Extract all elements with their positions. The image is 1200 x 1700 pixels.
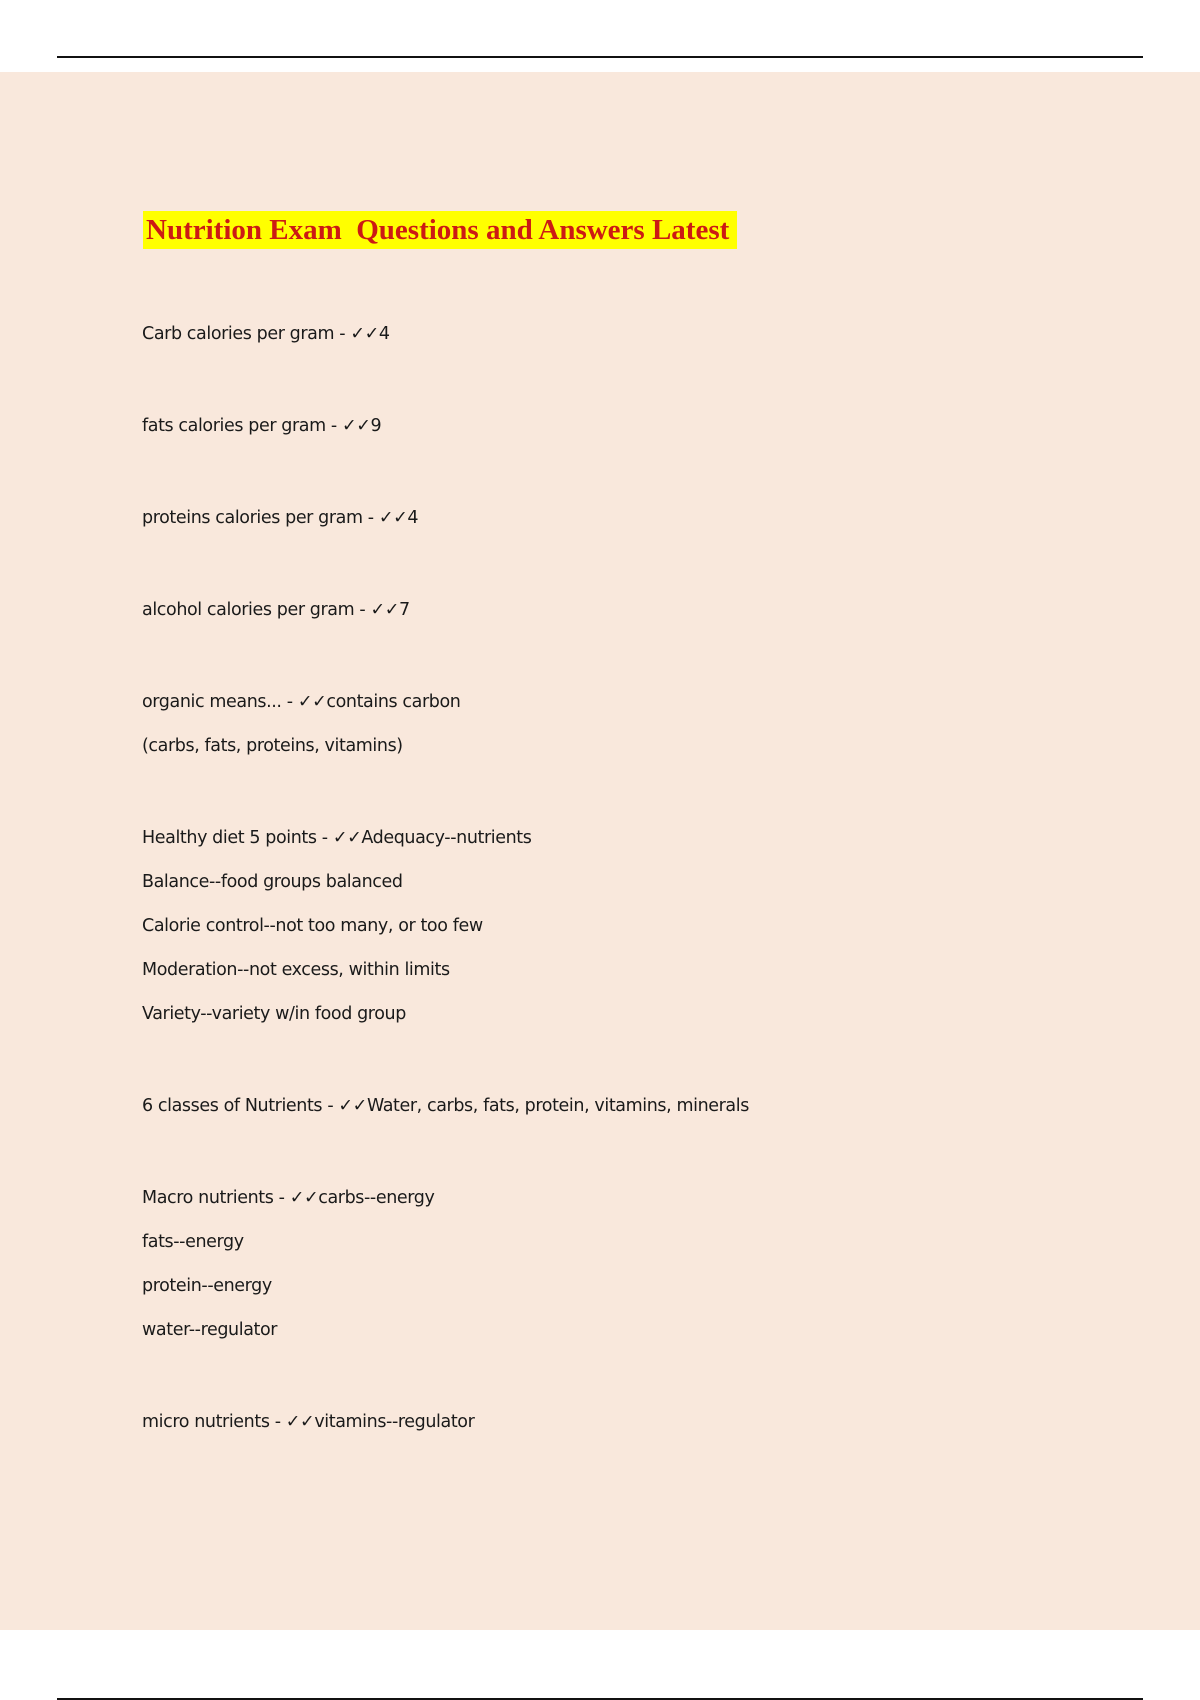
document-title: Nutrition Exam Questions and Answers Latest [143, 211, 737, 249]
qa-item [142, 1400, 1042, 1444]
qa-list [142, 312, 1042, 1492]
answer-text: contains carbon [326, 692, 461, 712]
answer-text: Adequacy--nutrients [361, 828, 532, 848]
qa-item [142, 404, 1042, 448]
double-check-icon: ✓✓ [338, 1096, 367, 1116]
qa-question-line [142, 496, 1042, 540]
question-text: Carb calories per gram - [142, 324, 351, 344]
answer-text: 9 [370, 416, 382, 436]
double-check-icon: ✓✓ [342, 416, 371, 436]
qa-item [142, 496, 1042, 540]
question-text: Macro nutrients - [142, 1188, 290, 1208]
qa-question-line [142, 404, 1042, 448]
double-check-icon: ✓✓ [378, 508, 408, 528]
qa-item [142, 1176, 1042, 1352]
double-check-icon: ✓✓ [370, 600, 400, 620]
qa-question-line [142, 1176, 1042, 1220]
double-check-icon: ✓✓ [289, 1188, 319, 1208]
qa-item [142, 588, 1042, 632]
answer-text: carbs--energy [318, 1188, 435, 1208]
question-text: organic means... - [142, 692, 298, 712]
answer-text: 4 [407, 508, 419, 528]
question-text: micro nutrients - [142, 1412, 286, 1432]
qa-item [142, 816, 1042, 1036]
answer-continuation-line: Moderation--not excess, within limits [142, 960, 450, 980]
answer-continuation-line: fats--energy [142, 1232, 244, 1252]
answer-continuation-line: Calorie control--not too many, or too few [142, 916, 483, 936]
double-check-icon: ✓✓ [350, 324, 379, 344]
question-text: alcohol calories per gram - [142, 600, 371, 620]
question-text: proteins calories per gram - [142, 508, 379, 528]
header-rule [57, 56, 1143, 58]
question-text: fats calories per gram - [142, 416, 342, 436]
answer-continuation-line: water--regulator [142, 1320, 278, 1340]
qa-question-line [142, 816, 1042, 860]
double-check-icon: ✓✓ [332, 828, 362, 848]
qa-question-line [142, 588, 1042, 632]
answer-text: vitamins--regulator [314, 1412, 475, 1432]
qa-item [142, 680, 1042, 768]
qa-item [142, 312, 1042, 356]
answer-text: 4 [378, 324, 390, 344]
answer-continuation-line: protein--energy [142, 1276, 272, 1296]
double-check-icon: ✓✓ [285, 1412, 315, 1432]
question-text: 6 classes of Nutrients - [142, 1096, 339, 1116]
answer-continuation-line: (carbs, fats, proteins, vitamins) [142, 736, 403, 756]
answer-text: 7 [399, 600, 410, 620]
answer-continuation-line: Balance--food groups balanced [142, 872, 403, 892]
qa-question-line [142, 680, 1042, 724]
answer-continuation-line: Variety--variety w/in food group [142, 1004, 406, 1024]
answer-text: Water, carbs, fats, protein, vitamins, minerals [366, 1096, 749, 1116]
title-wrapper [143, 211, 737, 249]
qa-question-line [142, 1400, 1042, 1444]
qa-question-line [142, 1084, 1042, 1128]
qa-question-line [142, 312, 1042, 356]
qa-item [142, 1084, 1042, 1128]
double-check-icon: ✓✓ [297, 692, 327, 712]
question-text: Healthy diet 5 points - [142, 828, 333, 848]
